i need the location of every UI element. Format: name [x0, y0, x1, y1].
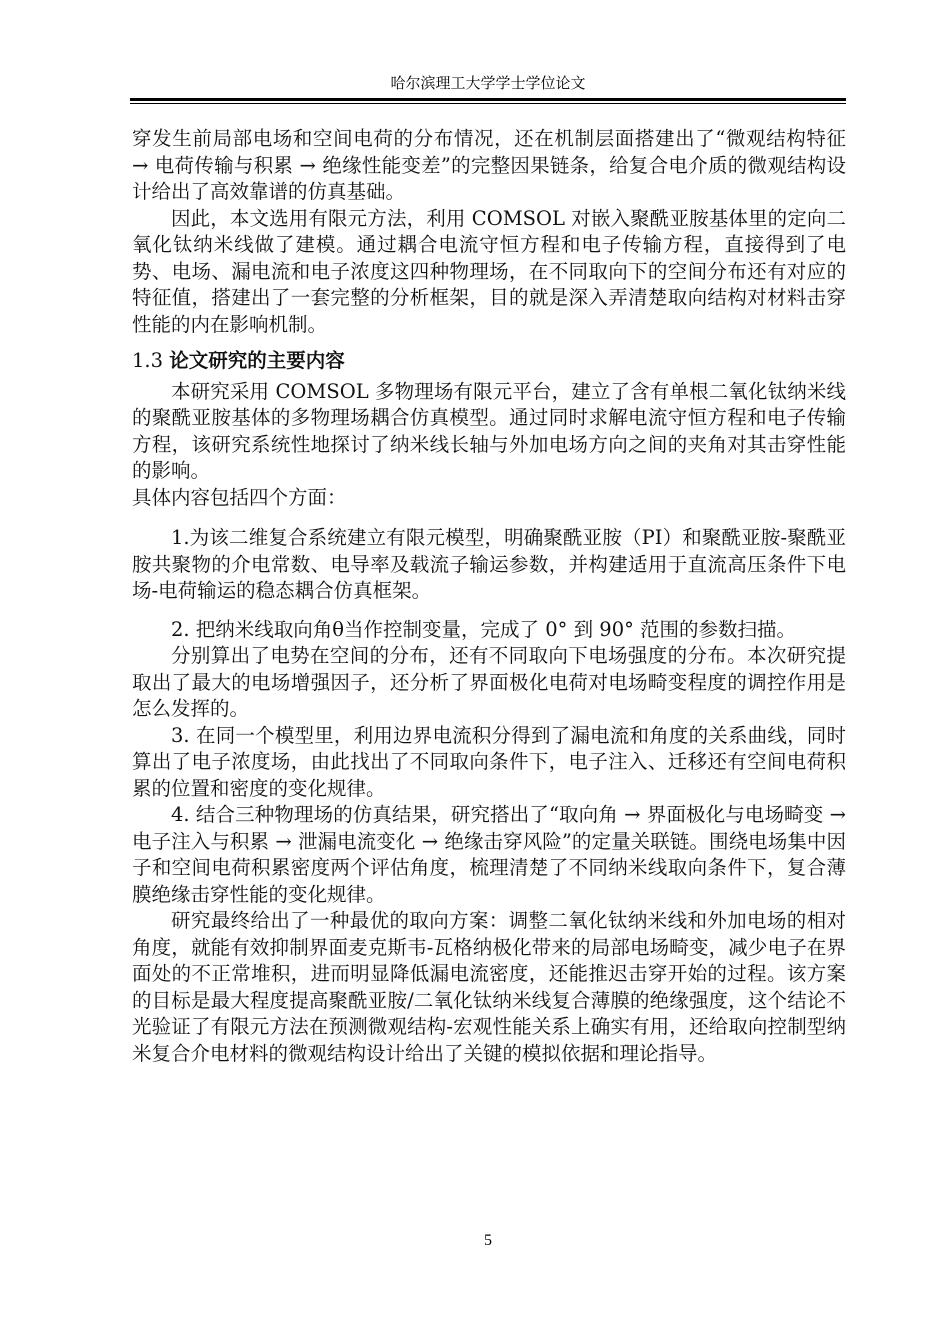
list-item-4: 4. 结合三种物理场的仿真结果，研究搭出了“取向角 → 界面极化与电场畸变 → 电子注入与积累 → 泄漏电流变化 → 绝缘击穿风险”的定量关联链。围绕电场集中因子和空间电荷积累密度两个评估角度，梳理清楚了不同纳米线取向条件下，复合薄膜绝缘击穿性能的变化规律。	[132, 803, 846, 906]
list-item-2-detail: 分别算出了电势在空间的分布，还有不同取向下电场强度的分布。本次研究提取出了最大的电场增强因子，还分析了界面极化电荷对电场畸变程度的调控作用是怎么发挥的。	[132, 644, 846, 720]
paragraph-list-intro: 具体内容包括四个方面：	[132, 485, 347, 509]
page-number: 5	[484, 1232, 492, 1249]
header-rule-thick	[130, 98, 846, 101]
section-number: 1.3	[132, 349, 164, 372]
body-text	[132, 126, 846, 1067]
paragraph-method: 因此，本文选用有限元方法，利用 COMSOL 对嵌入聚酰亚胺基体里的定向二氧化钛纳米线做了建模。通过耦合电流守恒方程和电子传输方程，直接得到了电势、电场、漏电流和电子浓度这四种物理场，在不同取向下的空间分布还有对应的特征值，搭建出了一套完整的分析框架，目的就是深入弄清楚取向结构对材料击穿性能的内在影响机制。	[132, 206, 846, 336]
list-item-1: 1.为该二维复合系统建立有限元模型，明确聚酰亚胺（PI）和聚酰亚胺-聚酰亚胺共聚物的介电常数、电导率及载流子输运参数，并构建适用于直流高压条件下电场-电荷输运的稳态耦合仿真框架。	[132, 526, 846, 602]
paragraph-conclusion: 研究最终给出了一种最优的取向方案：调整二氧化钛纳米线和外加电场的相对角度，就能有效抑制界面麦克斯韦-瓦格纳极化带来的局部电场畸变，减少电子在界面处的不正常堆积，进而明显降低漏电流密度，还能推迟击穿开始的过程。该方案的目标是最大程度提高聚酰亚胺/二氧化钛纳米线复合薄膜的绝缘强度，这个结论不光验证了有限元方法在预测微观结构-宏观性能关系上确实有用，还给取向控制型纳米复合介电材料的微观结构设计给出了关键的模拟依据和理论指导。	[132, 909, 846, 1065]
section-heading	[132, 348, 846, 375]
paragraph-overview: 本研究采用 COMSOL 多物理场有限元平台，建立了含有单根二氧化钛纳米线的聚酰亚胺基体的多物理场耦合仿真模型。通过同时求解电流守恒方程和电子传输方程，该研究系统性地探讨了纳米线长轴与外加电场方向之间的夹角对其击穿性能的影响。	[132, 379, 846, 482]
paragraph-continued: 穿发生前局部电场和空间电荷的分布情况，还在机制层面搭建出了“微观结构特征 → 电荷传输与积累 → 绝缘性能变差”的完整因果链条，给复合电介质的微观结构设计给出了高效靠谱的仿真基础。	[132, 127, 846, 203]
list-item-3: 3. 在同一个模型里，利用边界电流积分得到了漏电流和角度的关系曲线，同时算出了电子浓度场，由此找出了不同取向条件下，电子注入、迁移还有空间电荷积累的位置和密度的变化规律。	[132, 723, 846, 800]
header-rule-thin	[130, 103, 846, 104]
running-header: 哈尔滨理工大学学士学位论文	[390, 74, 586, 92]
section-title: 论文研究的主要内容	[169, 349, 345, 372]
list-item-2: 2. 把纳米线取向角θ当作控制变量，完成了 0° 到 90° 范围的参数扫描。	[171, 617, 797, 641]
